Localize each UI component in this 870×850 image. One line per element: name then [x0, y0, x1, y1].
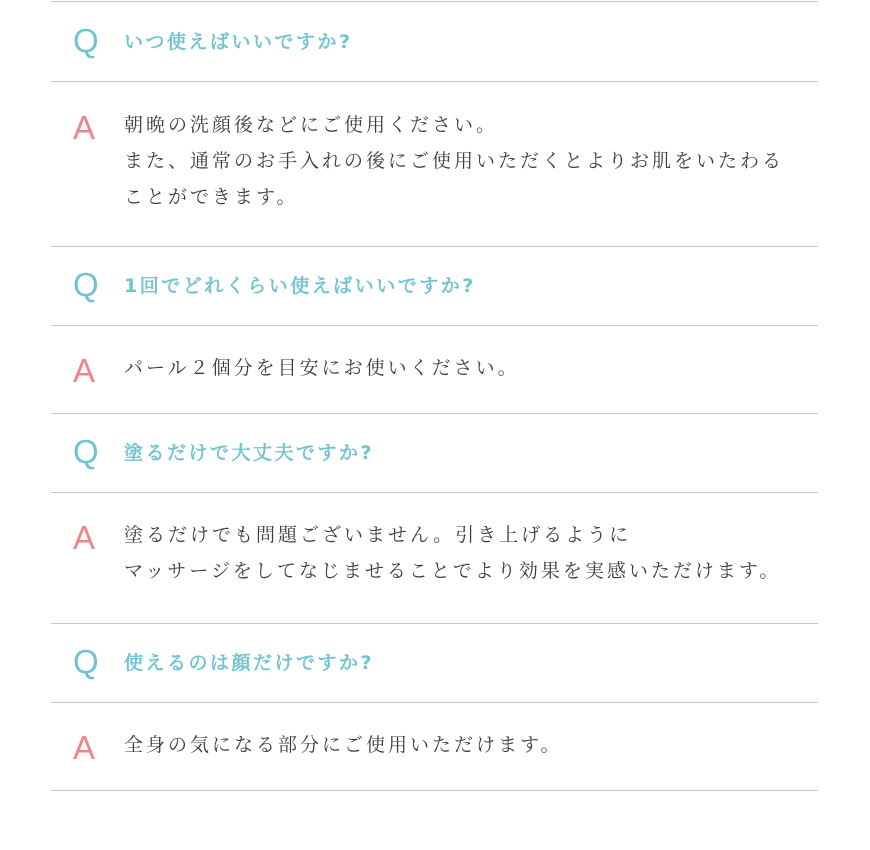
question-text: 塗るだけで大丈夫ですか? — [124, 442, 375, 464]
answer-text — [124, 517, 781, 589]
answer-line: また、通常のお手入れの後にご使用いただくとよりお肌をいたわる — [124, 150, 785, 172]
answer-line: ことができます。 — [124, 186, 299, 208]
question-text: 使えるのは顔だけですか? — [124, 652, 375, 674]
answer-text — [124, 350, 520, 386]
answer-line: 塗るだけでも問題ございません。引き上げるように — [124, 524, 632, 546]
faq-answer-row — [51, 81, 818, 246]
faq-question-row[interactable] — [51, 413, 818, 492]
question-marker: Q — [73, 22, 99, 59]
faq-question-row[interactable] — [51, 246, 818, 325]
answer-text — [124, 107, 784, 215]
faq-answer-row — [51, 702, 818, 791]
answer-line: 朝晩の洗顔後などにご使用ください。 — [124, 114, 499, 136]
question-marker: Q — [73, 643, 99, 680]
answer-marker: A — [73, 109, 96, 146]
question-text: いつ使えばいいですか? — [124, 31, 353, 53]
question-marker: Q — [73, 433, 99, 470]
answer-line: マッサージをしてなじませることでより効果を実感いただけます。 — [124, 560, 782, 582]
faq-answer-row — [51, 325, 818, 413]
faq-question-row[interactable] — [51, 1, 818, 81]
answer-line: パール２個分を目安にお使いください。 — [124, 357, 520, 379]
answer-line: 全身の気になる部分にご使用いただけます。 — [124, 734, 563, 756]
faq-answer-row — [51, 492, 818, 623]
answer-marker: A — [73, 519, 96, 556]
faq-question-row[interactable] — [51, 623, 818, 702]
question-marker: Q — [73, 266, 99, 303]
answer-text — [124, 727, 562, 763]
answer-marker: A — [73, 352, 96, 389]
faq-list — [51, 0, 818, 791]
question-text: 1回でどれくらい使えばいいですか? — [124, 275, 476, 297]
answer-marker: A — [73, 729, 96, 766]
